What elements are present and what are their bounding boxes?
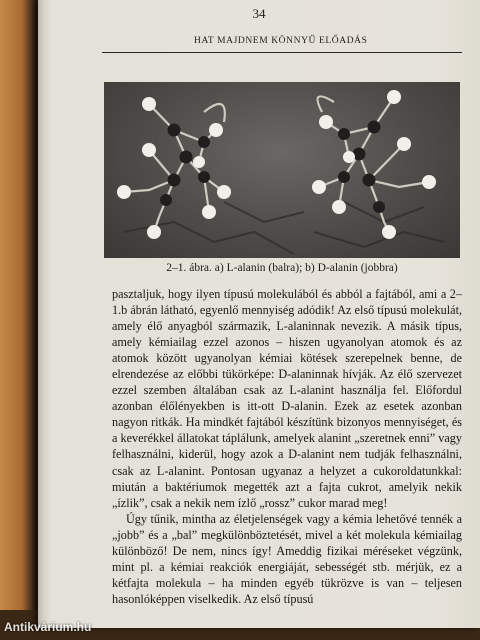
- page-number: 34: [252, 6, 266, 21]
- figure-caption: 2–1. ábra. a) L-alanin (balra); b) D-alanin (jobbra): [166, 262, 398, 274]
- alanin-models-illustration: [104, 82, 460, 258]
- paragraph-1: pasztaljuk, hogy ilyen típusú molekulából és abból a fajtából, ami a 2–1.b ábrán látható, egyenlő mennyiség adódik! Az első típusú molekulát, amely élő anyagból származik, L-alaninnak nevezik. A másik típus, amely kémiailag ezzel azonos – hiszen ugyanolyan atomok és az atomok között ugyanolyan kémiai kötések szerepelnek benne, de elrendezése az előbbi tükörképe: D-alaninnak hívják. Az élő szervezet ezzel szemben általában csak az L-alanint használja fel. Előfordul azonban élőlényekben is itt-ott D-alanin. Ezek az esetek azonban nagyon ritkák. Ha mindkét fajtából készítünk bizonyos mennyiséget, és a keverékkel állatokat táplálunk, amelyek alanint „szeretnek enni” vagy felhasználni, kiderül, hogy azok a D-alanint nem tudják felhasználni, csak az L-alanint. Pontosan ugyanaz a helyzet a cukoroldatunkkal: miután a baktériumok megették azt a fajta cukrot, amelyik nekik „ízlik”, csak a nekik nem ízlő „rossz” cukor marad meg!: [112, 287, 462, 510]
- model-shadows: [124, 202, 444, 254]
- paragraph-2: Úgy tűnik, mintha az életjelenségek vagy a kémia lehetővé tennék a „jobb” és a „bal” megkülönböztetését, mivel a két molekula kémiailag különböző! De nem, nincs így! Ameddig fizikai méréseket végzünk, mint pl. a kémiai reakciók energiáját, sebességét stb. mérjük, ez a kétfajta molekula – ha minden egyéb tükrözve is van – teljesen hasonlóképpen viselkedik. Az első típusú: [112, 511, 462, 606]
- header-rule: [102, 52, 462, 53]
- book-page: [38, 0, 480, 628]
- watermark-logo: Antikvárium.hu: [4, 620, 92, 634]
- left-model-atoms: [117, 97, 231, 239]
- running-head: HAT MAJDNEM KÖNNYŰ ELŐADÁS: [194, 36, 368, 46]
- body-text: [112, 286, 462, 607]
- molecule-model-photo: [104, 82, 460, 258]
